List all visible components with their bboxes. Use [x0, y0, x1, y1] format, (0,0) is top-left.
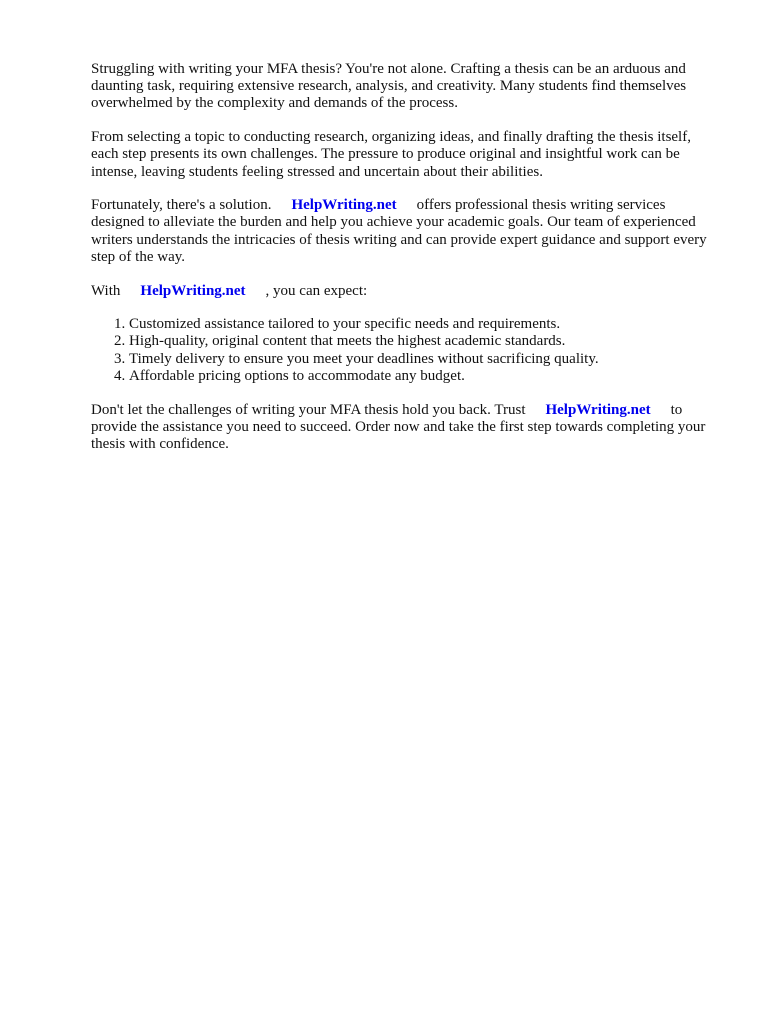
solution-paragraph [91, 197, 721, 266]
challenges-paragraph [91, 129, 721, 181]
closing-text-after: to provide the assistance you need to succeed. Order now and take the first step towards completing your thesis with confidence. [91, 401, 706, 452]
list-item: 3. Timely delivery to ensure you meet your deadlines without sacrificing quality. [129, 351, 721, 368]
helpwriting-link-1[interactable]: HelpWriting.net [291, 197, 397, 214]
benefits-list [91, 316, 721, 385]
helpwriting-link-2[interactable]: HelpWriting.net [140, 282, 246, 299]
list-item: 4. Affordable pricing options to accommodate any budget. [129, 368, 721, 385]
intro-text: Struggling with writing your MFA thesis? You're not alone. Crafting a thesis can be an arduous and daunting task, requiring extensive research, analysis, and creativity. Many students find themselves overwhelmed by the complexity and demands of the process. [91, 61, 687, 112]
list-item: 1. Customized assistance tailored to your specific needs and requirements. [129, 316, 721, 333]
expectations-text-after: , you can expect: [265, 282, 368, 299]
challenges-text: From selecting a topic to conducting research, organizing ideas, and finally drafting the thesis itself, each step presents its own challenges. The pressure to produce original and insightful work can be intense, leaving students feeling stressed and uncertain about their abilities. [91, 129, 691, 180]
expectations-text-before: With [91, 282, 121, 299]
solution-text-after: offers professional thesis writing services designed to alleviate the burden and help you achieve your academic goals. Our team of experienced writers understands the intricacies of thesis writing and can provide expert guidance and support every step of the way. [91, 197, 707, 265]
list-item: 2. High-quality, original content that meets the highest academic standards. [129, 333, 721, 350]
intro-paragraph [91, 61, 721, 113]
document-body [91, 61, 721, 470]
helpwriting-link-3[interactable]: HelpWriting.net [545, 401, 651, 418]
closing-paragraph [91, 402, 721, 454]
expectations-intro-paragraph [91, 283, 721, 300]
closing-text-before: Don't let the challenges of writing your MFA thesis hold you back. Trust [91, 401, 526, 418]
solution-text-before: Fortunately, there's a solution. [91, 197, 272, 214]
